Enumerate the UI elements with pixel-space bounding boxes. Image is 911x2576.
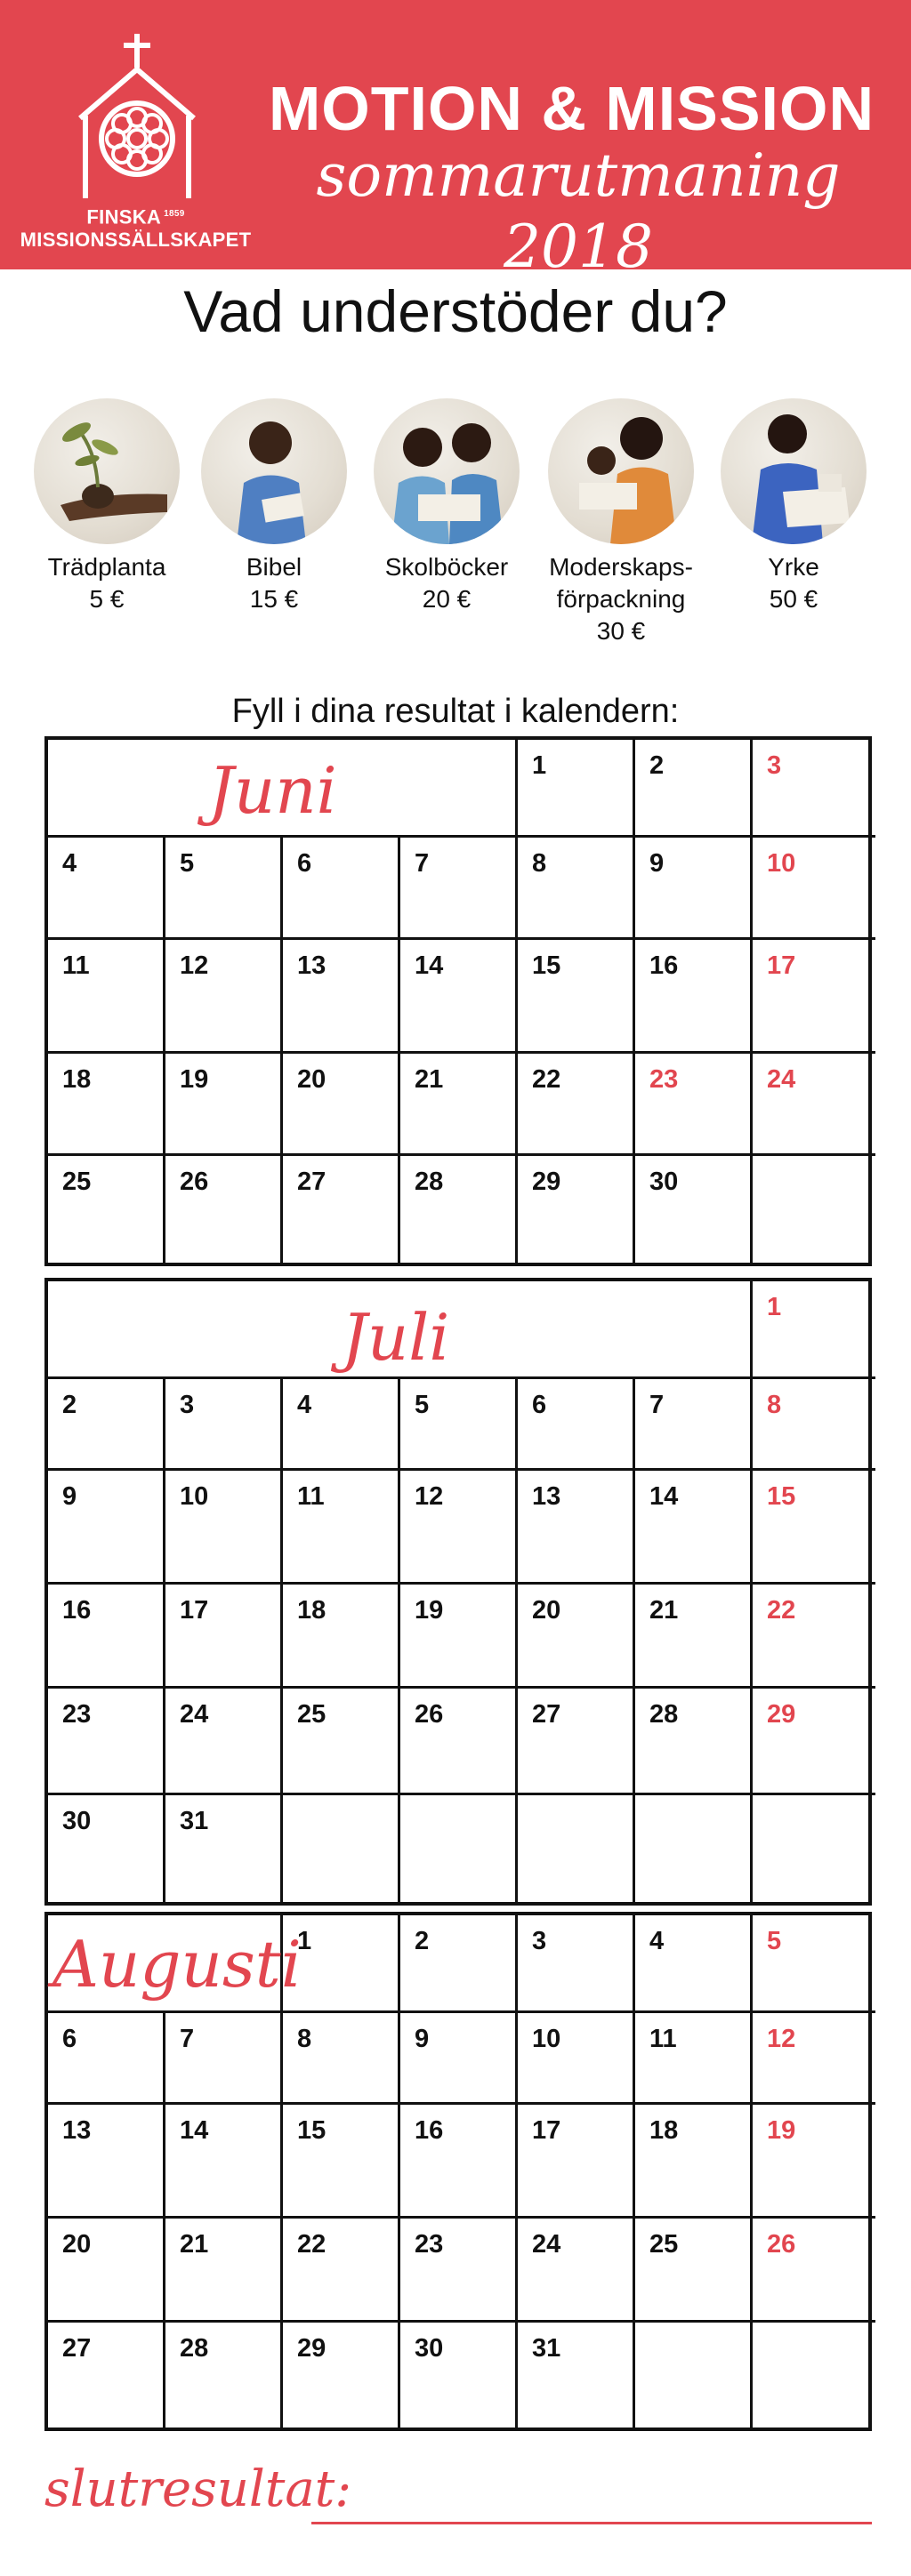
day-number: 28	[649, 1700, 679, 1729]
day-cell[interactable]	[400, 1471, 518, 1585]
empty-day-cell	[518, 1795, 635, 1902]
day-cell[interactable]	[518, 2013, 635, 2105]
day-number: 26	[767, 2230, 796, 2259]
day-cell[interactable]	[165, 1795, 283, 1902]
day-number: 21	[180, 2230, 209, 2259]
day-number: 17	[767, 951, 796, 980]
day-cell[interactable]	[165, 838, 283, 940]
day-cell[interactable]	[48, 1054, 165, 1156]
day-cell[interactable]	[518, 1585, 635, 1689]
product-name: Moderskaps-	[549, 553, 693, 581]
day-cell[interactable]	[400, 1054, 518, 1156]
day-cell[interactable]	[165, 1471, 283, 1585]
plant-in-hand-photo	[34, 398, 180, 544]
day-cell[interactable]	[165, 1054, 283, 1156]
day-cell[interactable]	[283, 1471, 400, 1585]
product-tree-seedling	[18, 398, 196, 615]
day-number: 9	[649, 849, 665, 878]
day-number: 11	[649, 2025, 677, 2053]
day-cell[interactable]	[753, 2219, 875, 2323]
day-number: 28	[415, 1168, 444, 1196]
organization-name	[9, 203, 262, 252]
day-cell[interactable]	[753, 1689, 875, 1795]
product-vocation	[705, 398, 883, 615]
day-number: 12	[767, 2025, 796, 2053]
day-number: 27	[532, 1700, 561, 1729]
empty-day-cell	[283, 1795, 400, 1902]
day-cell[interactable]	[48, 1795, 165, 1902]
day-number: 5	[415, 1391, 430, 1419]
day-cell[interactable]	[400, 1689, 518, 1795]
empty-day-cell	[635, 1795, 753, 1902]
day-cell[interactable]	[283, 2105, 400, 2219]
campaign-subtitle: sommarutmaning 2018	[316, 141, 841, 281]
day-number: 20	[62, 2230, 92, 2259]
day-number: 1	[532, 751, 547, 780]
day-number: 3	[180, 1391, 195, 1419]
day-number: 2	[649, 751, 665, 780]
day-number: 27	[297, 1168, 327, 1196]
day-cell[interactable]	[400, 2323, 518, 2428]
day-cell[interactable]	[283, 1379, 400, 1471]
org-year: 1859	[164, 209, 185, 219]
day-cell[interactable]	[165, 1689, 283, 1795]
mother-with-baby-photo	[548, 398, 694, 544]
org-name-line1: FINSKA	[86, 205, 162, 229]
day-number: 25	[297, 1700, 327, 1729]
product-price: 15 €	[249, 585, 299, 613]
day-cell[interactable]	[48, 1689, 165, 1795]
day-number: 14	[415, 951, 444, 980]
day-number: 9	[62, 1482, 77, 1511]
day-cell[interactable]	[635, 2105, 753, 2219]
day-cell[interactable]	[165, 940, 283, 1054]
day-cell[interactable]	[48, 2105, 165, 2219]
day-cell[interactable]	[283, 2013, 400, 2105]
month-name: Juli	[342, 1300, 450, 1375]
day-number: 7	[649, 1391, 665, 1419]
day-number: 3	[767, 751, 782, 780]
product-maternity-package	[532, 398, 710, 647]
month-name: Augusti	[52, 1927, 302, 2002]
empty-day-cell	[753, 1156, 875, 1263]
day-cell[interactable]	[753, 2013, 875, 2105]
campaign-title: MOTION & MISSION	[269, 74, 875, 143]
product-name-continued: förpackning	[556, 585, 686, 613]
day-number: 19	[767, 2116, 796, 2145]
day-number: 7	[180, 2025, 195, 2053]
day-cell[interactable]	[518, 1689, 635, 1795]
day-cell[interactable]	[283, 1915, 400, 2013]
day-cell[interactable]	[518, 1471, 635, 1585]
empty-day-cell	[753, 2323, 875, 2428]
day-number: 15	[767, 1482, 796, 1511]
day-number: 7	[415, 849, 430, 878]
day-number: 16	[649, 951, 679, 980]
day-number: 23	[415, 2230, 444, 2259]
day-number: 24	[767, 1065, 796, 1094]
day-number: 17	[532, 2116, 561, 2145]
day-number: 21	[649, 1596, 679, 1625]
day-cell[interactable]	[400, 1156, 518, 1263]
day-number: 5	[767, 1927, 782, 1955]
day-number: 1	[767, 1293, 782, 1321]
day-number: 4	[62, 849, 77, 878]
children-with-schoolbooks-photo	[374, 398, 520, 544]
day-number: 18	[297, 1596, 327, 1625]
final-result-line[interactable]	[311, 2522, 872, 2524]
day-number: 23	[62, 1700, 92, 1729]
day-number: 22	[532, 1065, 561, 1094]
product-schoolbooks	[358, 398, 536, 615]
day-number: 8	[297, 2025, 312, 2053]
day-cell[interactable]	[165, 1379, 283, 1471]
day-cell[interactable]	[400, 838, 518, 940]
day-number: 6	[532, 1391, 547, 1419]
month-name: Juni	[208, 753, 337, 828]
product-name: Trädplanta	[47, 553, 166, 581]
day-cell[interactable]	[165, 1156, 283, 1263]
day-number: 30	[649, 1168, 679, 1196]
empty-day-cell	[753, 1795, 875, 1902]
month-calendar-juni	[44, 736, 872, 1266]
day-number: 31	[180, 1807, 209, 1835]
product-list	[27, 398, 894, 665]
day-cell[interactable]	[518, 1054, 635, 1156]
day-number: 29	[767, 1700, 796, 1729]
day-number: 12	[180, 951, 209, 980]
church-logo-icon	[71, 34, 205, 203]
day-cell[interactable]	[635, 1915, 753, 2013]
day-number: 10	[767, 849, 796, 878]
day-cell[interactable]	[635, 1689, 753, 1795]
day-cell[interactable]	[400, 2105, 518, 2219]
day-number: 15	[297, 2116, 327, 2145]
day-cell[interactable]	[400, 2219, 518, 2323]
day-cell[interactable]	[753, 1054, 875, 1156]
org-name-line2: MISSIONSSÄLLSKAPET	[20, 229, 252, 252]
day-cell[interactable]	[283, 940, 400, 1054]
day-number: 1	[297, 1927, 312, 1955]
product-name: Bibel	[246, 553, 302, 581]
day-number: 26	[415, 1700, 444, 1729]
day-number: 9	[415, 2025, 430, 2053]
day-number: 20	[532, 1596, 561, 1625]
day-cell[interactable]	[753, 740, 875, 838]
child-reading-bible-photo	[201, 398, 347, 544]
final-result-label: slutresultat:	[44, 2460, 352, 2518]
organization-logo	[9, 34, 258, 252]
day-cell[interactable]	[635, 1585, 753, 1689]
day-cell[interactable]	[400, 2013, 518, 2105]
day-cell[interactable]	[48, 838, 165, 940]
day-cell[interactable]	[518, 740, 635, 838]
month-calendar-augusti	[44, 1912, 872, 2431]
day-cell[interactable]	[518, 1156, 635, 1263]
day-number: 25	[649, 2230, 679, 2259]
day-number: 19	[180, 1065, 209, 1094]
day-cell[interactable]	[48, 1471, 165, 1585]
day-cell[interactable]	[165, 2013, 283, 2105]
product-price: 50 €	[769, 585, 818, 613]
day-cell[interactable]	[48, 1379, 165, 1471]
day-number: 26	[180, 1168, 209, 1196]
day-number: 20	[297, 1065, 327, 1094]
product-name: Yrke	[768, 553, 819, 581]
day-cell[interactable]	[518, 1915, 635, 2013]
day-number: 16	[415, 2116, 444, 2145]
girl-at-sewing-machine-photo	[721, 398, 867, 544]
day-cell[interactable]	[635, 1054, 753, 1156]
day-number: 31	[532, 2334, 561, 2363]
day-cell[interactable]	[753, 2105, 875, 2219]
day-cell[interactable]	[48, 1156, 165, 1263]
empty-day-cell	[635, 2323, 753, 2428]
day-number: 15	[532, 951, 561, 980]
day-cell[interactable]	[48, 1585, 165, 1689]
product-price: 5 €	[89, 585, 125, 613]
day-cell[interactable]	[753, 1471, 875, 1585]
day-number: 25	[62, 1168, 92, 1196]
day-number: 29	[297, 2334, 327, 2363]
day-number: 18	[62, 1065, 92, 1094]
day-number: 6	[297, 849, 312, 878]
day-cell[interactable]	[283, 1689, 400, 1795]
day-number: 24	[180, 1700, 209, 1729]
day-cell[interactable]	[400, 1379, 518, 1471]
day-number: 4	[297, 1391, 312, 1419]
empty-day-cell	[400, 1795, 518, 1902]
day-number: 14	[649, 1482, 679, 1511]
day-number: 22	[767, 1596, 796, 1625]
day-cell[interactable]	[48, 940, 165, 1054]
day-cell[interactable]	[635, 740, 753, 838]
day-cell[interactable]	[518, 838, 635, 940]
day-cell[interactable]	[753, 1585, 875, 1689]
day-cell[interactable]	[165, 2105, 283, 2219]
day-number: 27	[62, 2334, 92, 2363]
day-cell[interactable]	[283, 1054, 400, 1156]
day-cell[interactable]	[635, 1379, 753, 1471]
day-cell[interactable]	[165, 2323, 283, 2428]
day-number: 4	[649, 1927, 665, 1955]
day-number: 24	[532, 2230, 561, 2259]
instruction-text: Fyll i dina resultat i kalendern:	[231, 693, 680, 730]
month-header-cell	[48, 740, 518, 838]
day-number: 28	[180, 2334, 209, 2363]
month-calendar-juli	[44, 1278, 872, 1906]
day-number: 18	[649, 2116, 679, 2145]
day-number: 21	[415, 1065, 444, 1094]
day-cell[interactable]	[400, 1915, 518, 2013]
day-number: 2	[62, 1391, 77, 1419]
day-number: 13	[532, 1482, 561, 1511]
day-number: 12	[415, 1482, 444, 1511]
product-price: 20 €	[422, 585, 472, 613]
day-cell[interactable]	[753, 1915, 875, 2013]
day-number: 2	[415, 1927, 430, 1955]
day-number: 8	[767, 1391, 782, 1419]
day-number: 11	[62, 951, 90, 980]
day-cell[interactable]	[283, 2219, 400, 2323]
day-cell[interactable]	[753, 940, 875, 1054]
day-number: 3	[532, 1927, 547, 1955]
day-cell[interactable]	[48, 2323, 165, 2428]
product-bible	[185, 398, 363, 615]
day-number: 5	[180, 849, 195, 878]
day-cell[interactable]	[518, 1379, 635, 1471]
day-number: 22	[297, 2230, 327, 2259]
day-cell[interactable]	[753, 838, 875, 940]
day-number: 19	[415, 1596, 444, 1625]
day-number: 13	[297, 951, 327, 980]
day-cell[interactable]	[753, 1281, 875, 1379]
day-number: 14	[180, 2116, 209, 2145]
month-header-cell	[48, 1915, 302, 2013]
product-price: 30 €	[596, 617, 646, 645]
day-cell[interactable]	[635, 838, 753, 940]
day-number: 30	[62, 1807, 92, 1835]
header-banner	[0, 0, 911, 281]
day-cell[interactable]	[283, 1585, 400, 1689]
day-cell[interactable]	[283, 1156, 400, 1263]
day-cell[interactable]	[518, 2105, 635, 2219]
month-header-cell	[48, 1281, 753, 1379]
day-cell[interactable]	[635, 2219, 753, 2323]
day-number: 16	[62, 1596, 92, 1625]
day-number: 17	[180, 1596, 209, 1625]
day-number: 8	[532, 849, 547, 878]
day-cell[interactable]	[635, 2013, 753, 2105]
day-cell[interactable]	[635, 940, 753, 1054]
product-name: Skolböcker	[384, 553, 509, 581]
day-number: 10	[180, 1482, 209, 1511]
day-cell[interactable]	[518, 2323, 635, 2428]
day-cell[interactable]	[48, 2219, 165, 2323]
day-cell[interactable]	[400, 940, 518, 1054]
day-number: 29	[532, 1168, 561, 1196]
support-question: Vad understöder du?	[183, 278, 728, 344]
day-cell[interactable]	[635, 1471, 753, 1585]
day-cell[interactable]	[165, 2219, 283, 2323]
day-cell[interactable]	[48, 2013, 165, 2105]
day-number: 30	[415, 2334, 444, 2363]
day-cell[interactable]	[165, 1585, 283, 1689]
day-number: 13	[62, 2116, 92, 2145]
day-cell[interactable]	[283, 838, 400, 940]
day-number: 23	[649, 1065, 679, 1094]
day-number: 11	[297, 1482, 325, 1511]
day-cell[interactable]	[635, 1156, 753, 1263]
day-cell[interactable]	[518, 2219, 635, 2323]
day-cell[interactable]	[753, 1379, 875, 1471]
day-cell[interactable]	[400, 1585, 518, 1689]
day-number: 6	[62, 2025, 77, 2053]
day-number: 10	[532, 2025, 561, 2053]
day-cell[interactable]	[518, 940, 635, 1054]
day-cell[interactable]	[283, 2323, 400, 2428]
